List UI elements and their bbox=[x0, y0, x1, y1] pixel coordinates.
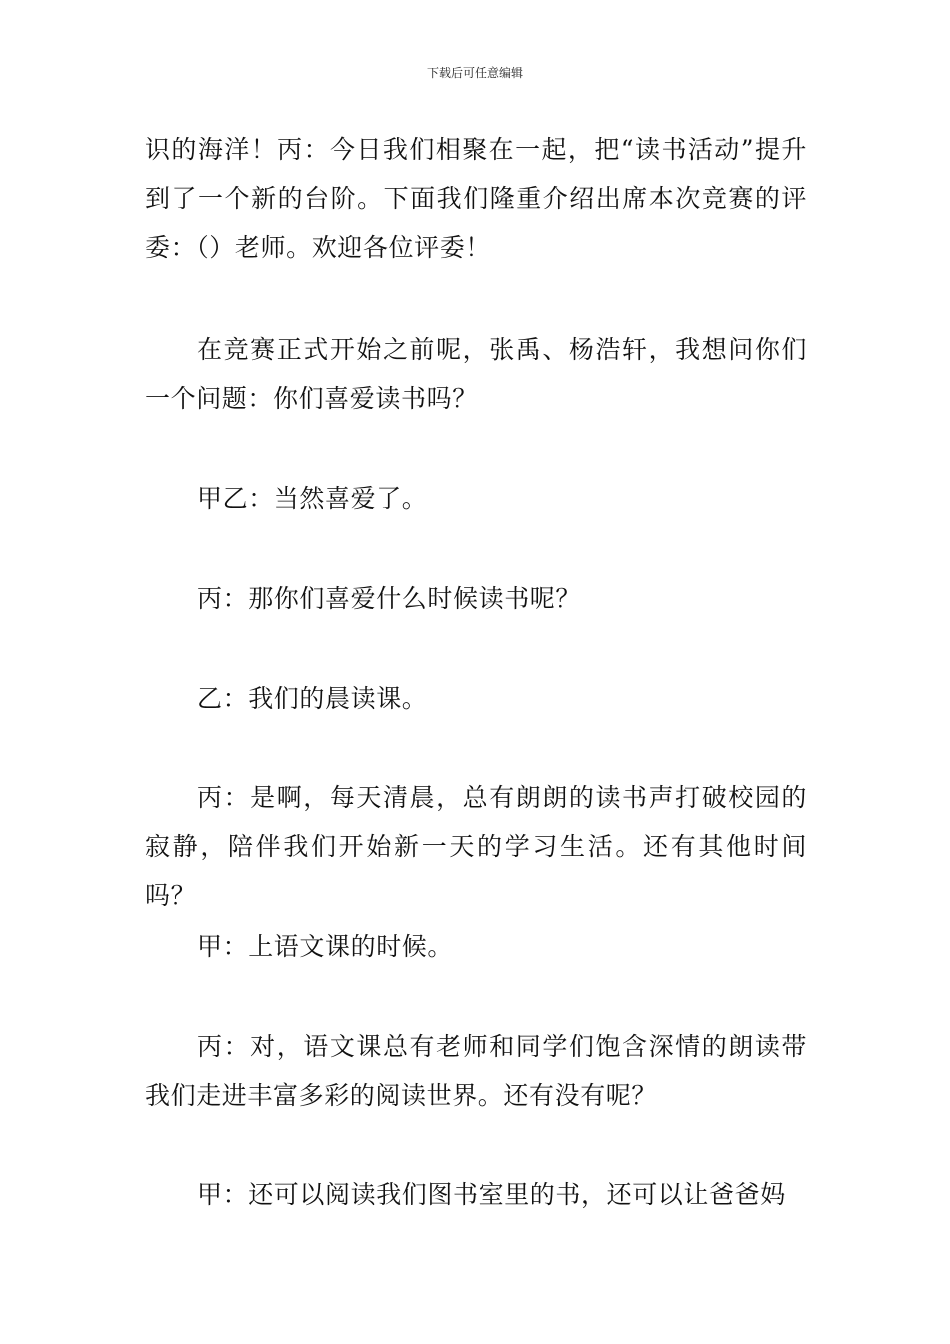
paragraph-7: 甲：上语文课的时候。 bbox=[197, 932, 454, 961]
paragraph-2: 在竞赛正式开始之前呢，张禹、杨浩轩，我想问你们一个问题：你们喜爱读书吗？ bbox=[145, 335, 807, 413]
page-header: 下载后可任意编辑 bbox=[426, 66, 523, 80]
paragraph-8: 丙：对，语文课总有老师和同学们饱含深情的朗读带我们走进丰富多彩的阅读世界。还有没有呢？ bbox=[145, 1032, 807, 1110]
paragraph-1: 识的海洋！丙：今日我们相聚在一起，把“读书活动”提升到了一个新的台阶。下面我们隆重介绍出席本次竞赛的评委：（）老师。欢迎各位评委！ bbox=[145, 135, 807, 262]
paragraph-5: 乙：我们的晨读课。 bbox=[197, 684, 428, 713]
paragraph-6: 丙：是啊，每天清晨，总有朗朗的读书声打破校园的寂静，陪伴我们开始新一天的学习生活。还有其他时间吗？ bbox=[145, 783, 807, 910]
paragraph-4: 丙：那你们喜爱什么时候读书呢？ bbox=[197, 584, 582, 613]
paragraph-3: 甲乙：当然喜爱了。 bbox=[197, 484, 428, 513]
paragraph-9: 甲：还可以阅读我们图书室里的书，还可以让爸爸妈 bbox=[197, 1180, 786, 1209]
